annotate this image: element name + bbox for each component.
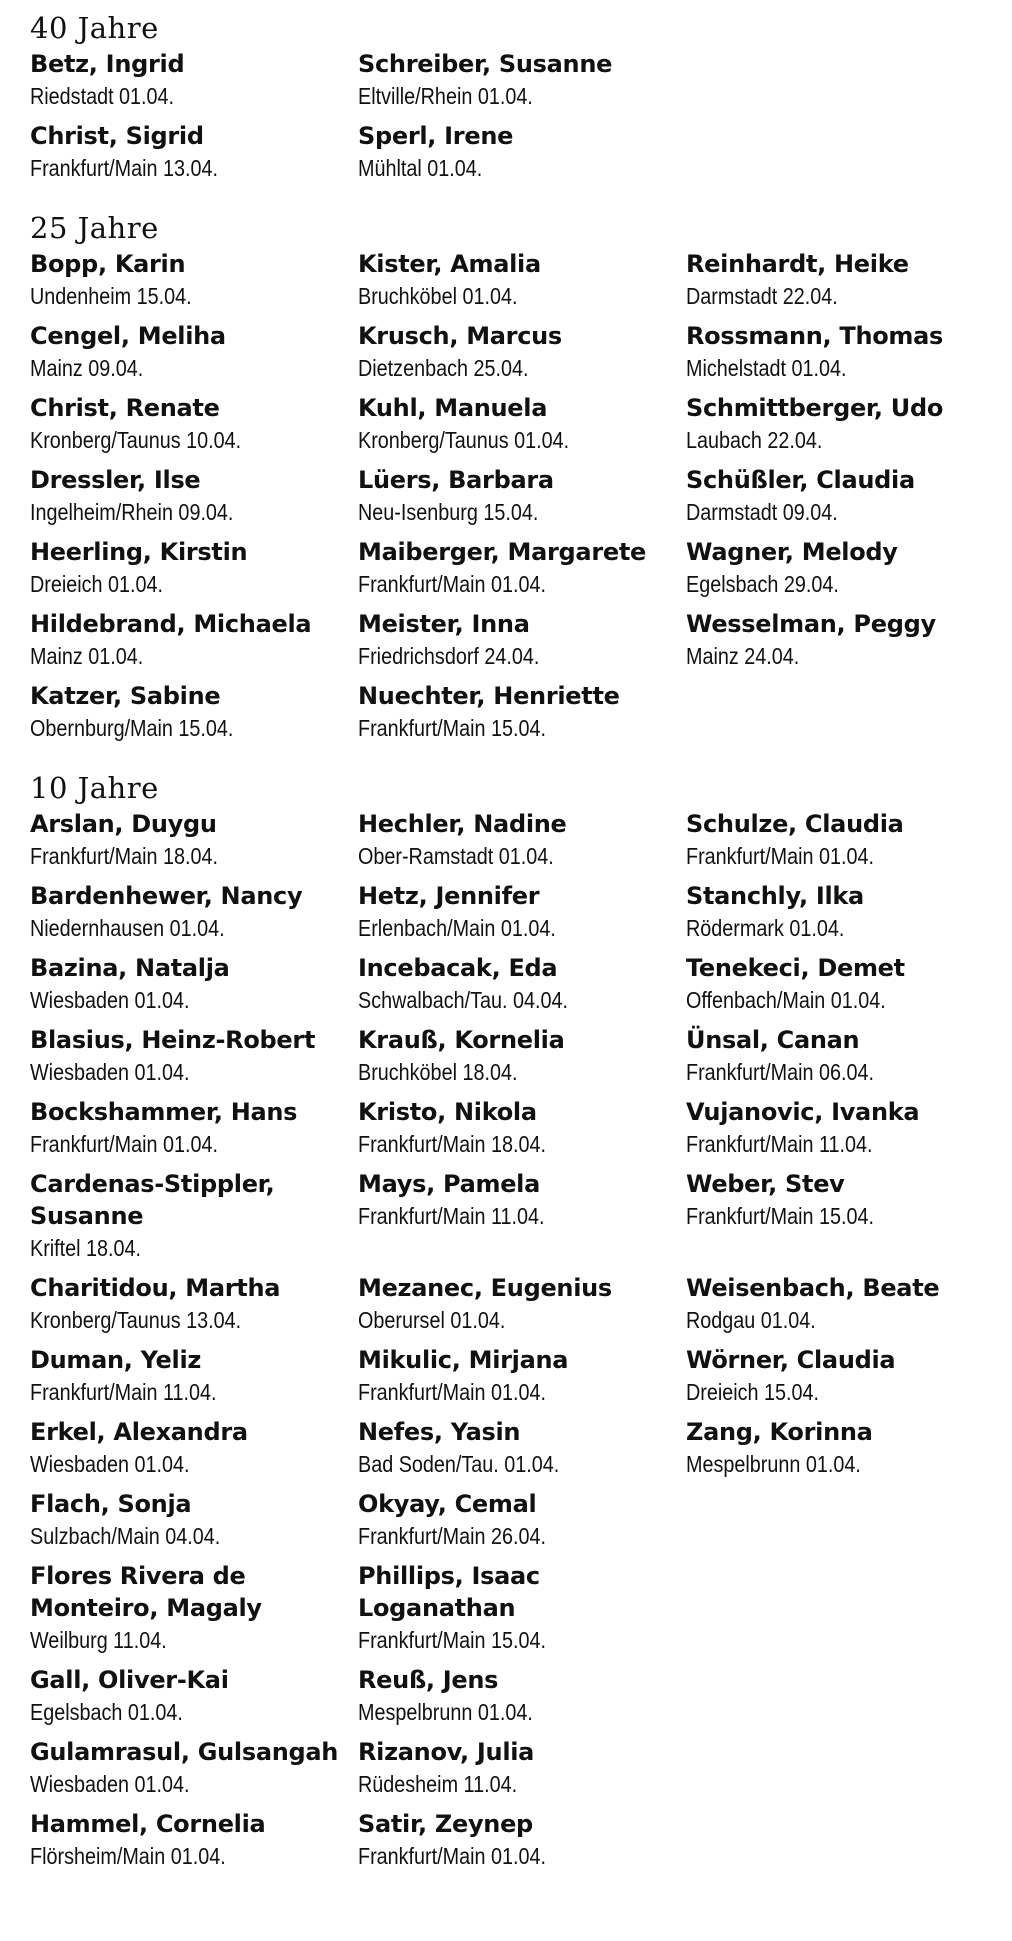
- place-date: Frankfurt/Main 15.04.: [686, 1203, 875, 1229]
- place-date: Rodgau 01.04.: [686, 1307, 816, 1333]
- list-item: [30, 1560, 358, 1656]
- list-item: [358, 952, 686, 1016]
- list-item: [686, 1416, 1006, 1480]
- place-date: Frankfurt/Main 15.04.: [358, 715, 547, 741]
- person-name: Christ, Renate: [30, 394, 220, 422]
- list-item: [686, 880, 1006, 944]
- list-item: [30, 1664, 358, 1728]
- list-item: [358, 1416, 686, 1480]
- section-title: 40 Jahre: [30, 11, 159, 45]
- person-name: Schmittberger, Udo: [686, 394, 944, 422]
- entry-grid: [30, 248, 1010, 744]
- person-name: Heerling, Kirstin: [30, 538, 248, 566]
- place-date: Frankfurt/Main 06.04.: [686, 1059, 875, 1085]
- person-name: Cardenas-Stippler, Susanne: [30, 1170, 275, 1230]
- person-name: Kristo, Nikola: [358, 1098, 537, 1126]
- place-date: Undenheim 15.04.: [30, 283, 192, 309]
- place-date: Rüdesheim 11.04.: [358, 1771, 518, 1797]
- list-item: [30, 1096, 358, 1160]
- person-name: Satir, Zeynep: [358, 1810, 533, 1838]
- person-name: Mikulic, Mirjana: [358, 1346, 569, 1374]
- person-name: Weber, Stev: [686, 1170, 845, 1198]
- person-name: Christ, Sigrid: [30, 122, 204, 150]
- list-item: [686, 1168, 1006, 1264]
- list-item: [30, 536, 358, 600]
- list-item: [358, 1808, 686, 1872]
- place-date: Michelstadt 01.04.: [686, 355, 847, 381]
- place-date: Erlenbach/Main 01.04.: [358, 915, 556, 941]
- list-item: [358, 1736, 686, 1800]
- person-name: Hammel, Cornelia: [30, 1810, 266, 1838]
- person-name: Krauß, Kornelia: [358, 1026, 565, 1054]
- place-date: Ingelheim/Rhein 09.04.: [30, 499, 234, 525]
- list-item: [686, 952, 1006, 1016]
- person-name: Nefes, Yasin: [358, 1418, 521, 1446]
- place-date: Frankfurt/Main 26.04.: [358, 1523, 547, 1549]
- place-date: Bruchköbel 18.04.: [358, 1059, 518, 1085]
- section-25-jahre: [30, 208, 1010, 744]
- place-date: Offenbach/Main 01.04.: [686, 987, 886, 1013]
- person-name: Maiberger, Margarete: [358, 538, 646, 566]
- place-date: Frankfurt/Main 01.04.: [30, 1131, 219, 1157]
- list-item: [358, 1272, 686, 1336]
- place-date: Frankfurt/Main 13.04.: [30, 155, 219, 181]
- list-item: [30, 392, 358, 456]
- place-date: Frankfurt/Main 18.04.: [358, 1131, 547, 1157]
- list-item: [358, 320, 686, 384]
- person-name: Weisenbach, Beate: [686, 1274, 940, 1302]
- person-name: Arslan, Duygu: [30, 810, 217, 838]
- place-date: Laubach 22.04.: [686, 427, 823, 453]
- place-date: Dietzenbach 25.04.: [358, 355, 529, 381]
- list-item: [30, 1168, 358, 1264]
- place-date: Friedrichsdorf 24.04.: [358, 643, 540, 669]
- person-name: Cengel, Meliha: [30, 322, 226, 350]
- place-date: Dreieich 15.04.: [686, 1379, 820, 1405]
- place-date: Darmstadt 09.04.: [686, 499, 838, 525]
- list-item: [686, 536, 1006, 600]
- place-date: Wiesbaden 01.04.: [30, 1771, 190, 1797]
- person-name: Gall, Oliver-Kai: [30, 1666, 229, 1694]
- list-item: [30, 608, 358, 672]
- person-name: Bopp, Karin: [30, 250, 186, 278]
- place-date: Wiesbaden 01.04.: [30, 1059, 190, 1085]
- place-date: Mainz 09.04.: [30, 355, 144, 381]
- person-name: Rizanov, Julia: [358, 1738, 535, 1766]
- place-date: Bad Soden/Tau. 01.04.: [358, 1451, 560, 1477]
- list-item: [358, 1344, 686, 1408]
- person-name: Erkel, Alexandra: [30, 1418, 248, 1446]
- person-name: Wesselman, Peggy: [686, 610, 936, 638]
- person-name: Krusch, Marcus: [358, 322, 562, 350]
- list-item: [358, 608, 686, 672]
- list-item: [358, 48, 686, 112]
- place-date: Kronberg/Taunus 01.04.: [358, 427, 570, 453]
- entry-grid: [30, 808, 1010, 1872]
- list-item: [30, 320, 358, 384]
- person-name: Wagner, Melody: [686, 538, 898, 566]
- person-name: Incebacak, Eda: [358, 954, 558, 982]
- person-name: Duman, Yeliz: [30, 1346, 202, 1374]
- list-item: [686, 1272, 1006, 1336]
- list-item: [358, 1096, 686, 1160]
- person-name: Schreiber, Susanne: [358, 50, 613, 78]
- place-date: Frankfurt/Main 01.04.: [358, 1843, 547, 1869]
- section-10-jahre: [30, 768, 1010, 1872]
- person-name: Sperl, Irene: [358, 122, 514, 150]
- person-name: Schulze, Claudia: [686, 810, 904, 838]
- place-date: Frankfurt/Main 01.04.: [358, 1379, 547, 1405]
- person-name: Vujanovic, Ivanka: [686, 1098, 920, 1126]
- person-name: Lüers, Barbara: [358, 466, 554, 494]
- person-name: Meister, Inna: [358, 610, 530, 638]
- place-date: Neu-Isenburg 15.04.: [358, 499, 539, 525]
- place-date: Bruchköbel 01.04.: [358, 283, 518, 309]
- list-item: [30, 1736, 358, 1800]
- list-item: [30, 48, 358, 112]
- place-date: Frankfurt/Main 15.04.: [358, 1627, 547, 1653]
- list-item: [30, 1488, 358, 1552]
- place-date: Rödermark 01.04.: [686, 915, 845, 941]
- section-title: 10 Jahre: [30, 771, 159, 805]
- person-name: Hechler, Nadine: [358, 810, 567, 838]
- list-item: [30, 880, 358, 944]
- person-name: Bockshammer, Hans: [30, 1098, 298, 1126]
- person-name: Gulamrasul, Gulsangah: [30, 1738, 339, 1766]
- person-name: Bardenhewer, Nancy: [30, 882, 303, 910]
- person-name: Dressler, Ilse: [30, 466, 201, 494]
- person-name: Stanchly, Ilka: [686, 882, 864, 910]
- person-name: Rossmann, Thomas: [686, 322, 944, 350]
- person-name: Katzer, Sabine: [30, 682, 221, 710]
- list-item: [30, 680, 358, 744]
- place-date: Darmstadt 22.04.: [686, 283, 838, 309]
- place-date: Dreieich 01.04.: [30, 571, 164, 597]
- person-name: Schüßler, Claudia: [686, 466, 915, 494]
- list-item: [686, 320, 1006, 384]
- person-name: Bazina, Natalja: [30, 954, 230, 982]
- list-item: [30, 808, 358, 872]
- person-name: Flach, Sonja: [30, 1490, 192, 1518]
- person-name: Phillips, Isaac Loganathan: [358, 1562, 540, 1622]
- person-name: Blasius, Heinz-Robert: [30, 1026, 316, 1054]
- list-item: [358, 680, 686, 744]
- person-name: Flores Rivera de Monteiro, Magaly: [30, 1562, 262, 1622]
- person-name: Kuhl, Manuela: [358, 394, 548, 422]
- person-name: Zang, Korinna: [686, 1418, 873, 1446]
- place-date: Mainz 01.04.: [30, 643, 144, 669]
- person-name: Mays, Pamela: [358, 1170, 540, 1198]
- place-date: Egelsbach 01.04.: [30, 1699, 183, 1725]
- person-name: Nuechter, Henriette: [358, 682, 620, 710]
- list-item: [686, 808, 1006, 872]
- list-item: [686, 1096, 1006, 1160]
- person-name: Okyay, Cemal: [358, 1490, 537, 1518]
- place-date: Eltville/Rhein 01.04.: [358, 83, 533, 109]
- list-item: [30, 1416, 358, 1480]
- place-date: Frankfurt/Main 11.04.: [686, 1131, 873, 1157]
- place-date: Riedstadt 01.04.: [30, 83, 175, 109]
- place-date: Weilburg 11.04.: [30, 1627, 167, 1653]
- list-item: [358, 464, 686, 528]
- place-date: Kronberg/Taunus 13.04.: [30, 1307, 242, 1333]
- list-item: [358, 248, 686, 312]
- place-date: Mainz 24.04.: [686, 643, 800, 669]
- place-date: Frankfurt/Main 11.04.: [358, 1203, 545, 1229]
- list-item: [30, 1272, 358, 1336]
- place-date: Ober-Ramstadt 01.04.: [358, 843, 554, 869]
- place-date: Obernburg/Main 15.04.: [30, 715, 234, 741]
- list-item: [686, 392, 1006, 456]
- place-date: Frankfurt/Main 01.04.: [358, 571, 547, 597]
- place-date: Niedernhausen 01.04.: [30, 915, 225, 941]
- list-item: [358, 392, 686, 456]
- jubilee-list-page: [30, 8, 1010, 1872]
- person-name: Hildebrand, Michaela: [30, 610, 312, 638]
- entry-grid: [30, 48, 1010, 184]
- place-date: Flörsheim/Main 01.04.: [30, 1843, 226, 1869]
- list-item: [30, 952, 358, 1016]
- person-name: Hetz, Jennifer: [358, 882, 540, 910]
- person-name: Kister, Amalia: [358, 250, 541, 278]
- list-item: [358, 120, 686, 184]
- place-date: Mespelbrunn 01.04.: [358, 1699, 533, 1725]
- list-item: [686, 248, 1006, 312]
- list-item: [686, 608, 1006, 672]
- list-item: [30, 1024, 358, 1088]
- place-date: Frankfurt/Main 01.04.: [686, 843, 875, 869]
- person-name: Ünsal, Canan: [686, 1026, 860, 1054]
- person-name: Tenekeci, Demet: [686, 954, 905, 982]
- list-item: [686, 1344, 1006, 1408]
- list-item: [30, 1808, 358, 1872]
- place-date: Wiesbaden 01.04.: [30, 987, 190, 1013]
- list-item: [358, 808, 686, 872]
- list-item: [30, 1344, 358, 1408]
- person-name: Charitidou, Martha: [30, 1274, 281, 1302]
- list-item: [686, 464, 1006, 528]
- list-item: [358, 1664, 686, 1728]
- place-date: Frankfurt/Main 18.04.: [30, 843, 219, 869]
- list-item: [358, 536, 686, 600]
- person-name: Wörner, Claudia: [686, 1346, 896, 1374]
- place-date: Sulzbach/Main 04.04.: [30, 1523, 221, 1549]
- place-date: Mespelbrunn 01.04.: [686, 1451, 861, 1477]
- list-item: [358, 1168, 686, 1264]
- list-item: [686, 1024, 1006, 1088]
- place-date: Wiesbaden 01.04.: [30, 1451, 190, 1477]
- person-name: Betz, Ingrid: [30, 50, 185, 78]
- place-date: Egelsbach 29.04.: [686, 571, 839, 597]
- person-name: Mezanec, Eugenius: [358, 1274, 612, 1302]
- list-item: [30, 248, 358, 312]
- place-date: Oberursel 01.04.: [358, 1307, 506, 1333]
- place-date: Kriftel 18.04.: [30, 1235, 142, 1261]
- place-date: Kronberg/Taunus 10.04.: [30, 427, 242, 453]
- person-name: Reinhardt, Heike: [686, 250, 909, 278]
- place-date: Frankfurt/Main 11.04.: [30, 1379, 217, 1405]
- list-item: [358, 880, 686, 944]
- list-item: [358, 1560, 686, 1656]
- person-name: Reuß, Jens: [358, 1666, 499, 1694]
- list-item: [30, 464, 358, 528]
- place-date: Schwalbach/Tau. 04.04.: [358, 987, 569, 1013]
- section-40-jahre: [30, 8, 1010, 184]
- place-date: Mühltal 01.04.: [358, 155, 483, 181]
- list-item: [358, 1024, 686, 1088]
- list-item: [30, 120, 358, 184]
- section-title: 25 Jahre: [30, 211, 159, 245]
- list-item: [358, 1488, 686, 1552]
